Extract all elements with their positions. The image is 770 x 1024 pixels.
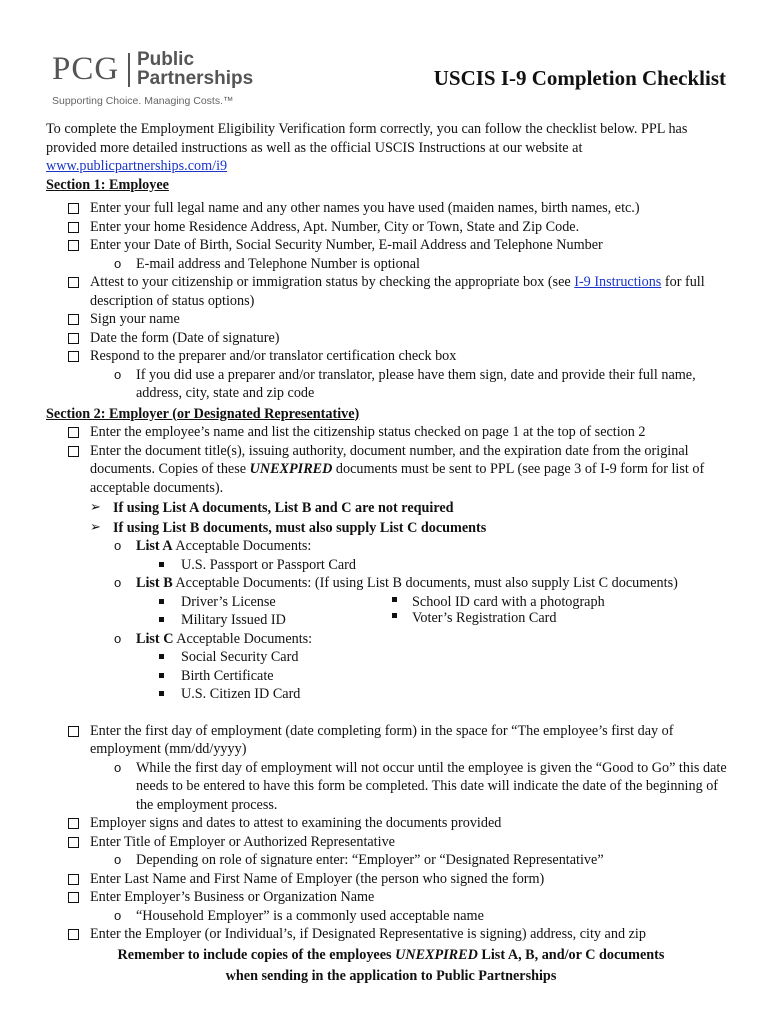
item-text: Enter the first day of employment (date completing form) in the space for “The employee’s first day of employment (mm/dd/yyyy) [90,722,674,757]
square-bullet-icon [159,654,164,659]
doc-name: Driver’s License [181,593,276,610]
arrow-text: If using List A documents, List B and C are not required [113,500,454,516]
item-text: Attest to your citizenship or immigration status by checking the appropriate box (see [90,274,575,290]
logo-pcg-text: PCG [52,51,120,87]
sub-item-text: Depending on role of signature enter: “Employer” or “Designated Representative” [136,852,604,868]
footer-text: Remember to include copies of the employees [117,946,396,963]
square-bullet-icon [159,617,164,622]
square-bullet-icon [159,599,164,604]
circle-bullet-icon: o [114,630,122,646]
arrow-item [46,519,736,538]
list-text: Acceptable Documents: [173,630,313,647]
list-a [46,537,736,556]
list-c-item [46,667,736,686]
list-a-item [46,556,736,575]
checklist-item[interactable] [46,273,736,310]
square-bullet-icon [392,613,397,618]
doc-name: U.S. Passport or Passport Card [181,556,356,573]
list-c [46,630,736,649]
checkbox-icon[interactable] [68,446,79,457]
list-label: List B [136,575,173,591]
item-text: documents must be sent to PPL (see page 3 of I-9 form for list of acceptable documents). [90,461,705,496]
checklist-item[interactable] [46,423,736,442]
checkbox-icon[interactable] [68,277,79,288]
circle-bullet-icon: o [114,255,122,271]
list-c-item [46,685,736,704]
list-b-item [46,593,276,612]
checklist-item[interactable] [46,199,736,218]
square-bullet-icon [159,562,164,567]
item-text: Enter Last Name and First Name of Employer (the person who signed the form) [90,870,545,887]
checklist-item[interactable] [46,310,736,329]
sub-item [46,366,736,403]
sub-item [46,759,736,815]
list-b-item [46,611,286,630]
square-bullet-icon [159,691,164,696]
arrow-bullet-icon: ➢ [90,519,101,535]
checkbox-icon[interactable] [68,333,79,344]
list-b [46,574,736,593]
sub-item [46,255,736,274]
checkbox-icon[interactable] [68,874,79,885]
item-text: Enter Employer’s Business or Organization Name [90,889,375,905]
checklist-item[interactable] [46,722,736,759]
checklist-item[interactable] [46,442,736,498]
checklist-item[interactable] [46,329,736,348]
item-text: for full description of status options) [90,274,705,309]
unexpired-emphasis: UNEXPIRED [249,461,333,477]
circle-bullet-icon: o [114,852,122,867]
doc-name: U.S. Citizen ID Card [181,686,301,702]
intro-paragraph [46,120,736,176]
page-title: USCIS I-9 Completion Checklist [433,66,726,90]
checklist-item[interactable] [46,218,736,237]
checkbox-icon[interactable] [68,892,79,903]
checkbox-icon[interactable] [68,240,79,251]
item-text: Date the form (Date of signature) [90,329,280,346]
doc-name: Social Security Card [181,649,299,665]
section1-heading: Section 1: Employee [46,176,169,193]
list-text: Acceptable Documents: (If using List B documents, must also supply List C documents) [172,575,678,591]
sub-item [46,907,736,926]
checklist-item[interactable] [46,236,736,255]
item-text: Enter the Employer (or Individual’s, if Designated Representative is signing) address, city and zip [90,926,646,942]
square-bullet-icon [159,673,164,678]
list-b-row [46,611,736,630]
circle-bullet-icon: o [114,366,122,382]
checklist-content [46,120,736,987]
company-logo [52,50,262,110]
checkbox-icon[interactable] [68,351,79,362]
checklist-item[interactable] [46,888,736,907]
doc-name: Military Issued ID [181,612,286,628]
checkbox-icon[interactable] [68,726,79,737]
checklist-item[interactable] [46,925,736,944]
intro-text: To complete the Employment Eligibility Verification form correctly, you can follow the checklist below. PPL has provided more detailed instructions as well as the official USCIS Instructions at our website at [46,121,688,156]
item-text: Enter the employee’s name and list the citizenship status checked on page 1 at the top of section 2 [90,424,646,440]
footer-line2: when sending in the application to Public Partnerships [225,967,557,984]
list-label: List C [136,630,174,647]
website-link[interactable]: www.publicpartnerships.com/i9 [46,158,228,174]
checklist-item[interactable] [46,814,736,833]
spacer [46,704,736,722]
sub-item [46,851,736,870]
list-label: List A [136,538,173,554]
logo-divider [128,53,130,87]
arrow-bullet-icon: ➢ [90,500,101,515]
list-text: Acceptable Documents: [172,538,312,554]
sub-item-text: While the first day of employment will not occur until the employee is given the “Good to Go” this date needs to be entered to have this form be completed. This date will indicate the date of the beginning of the employment process. [136,759,727,813]
circle-bullet-icon: o [114,575,122,590]
doc-name: School ID card with a photograph [412,593,605,610]
checkbox-icon[interactable] [68,929,79,940]
checklist-item[interactable] [46,833,736,852]
item-text: Employer signs and dates to attest to examining the documents provided [90,815,502,831]
item-text: Enter the document title(s), issuing authority, document number, and the expiration date from the original documents. Copies of these [90,442,689,477]
logo-line1: Public [137,49,195,70]
doc-name: Voter’s Registration Card [412,610,557,626]
checkbox-icon[interactable] [68,837,79,848]
footer-line1 [46,945,736,966]
circle-bullet-icon: o [114,538,122,553]
sub-item-text: E-mail address and Telephone Number is optional [136,255,420,272]
doc-name: Birth Certificate [181,667,274,684]
checklist-item[interactable] [46,347,736,366]
logo-tagline: Supporting Choice. Managing Costs.™ [52,95,234,107]
list-c-item [46,648,736,667]
item-text: Enter your home Residence Address, Apt. Number, City or Town, State and Zip Code. [90,218,580,235]
footer-emphasis: UNEXPIRED [395,946,478,963]
checkbox-icon[interactable] [68,314,79,325]
checkbox-icon[interactable] [68,427,79,438]
sub-item-text: “Household Employer” is a commonly used acceptable name [136,907,484,924]
item-text: Enter Title of Employer or Authorized Representative [90,833,395,850]
item-text: Enter your full legal name and any other names you have used (maiden names, birth names, etc.) [90,200,640,216]
i9-instructions-link[interactable]: I-9 Instructions [574,274,662,290]
sub-item-text: If you did use a preparer and/or translator, please have them sign, date and provide their full name, address, city, state and zip code [136,366,696,401]
checkbox-icon[interactable] [68,222,79,233]
item-text: Enter your Date of Birth, Social Security Number, E-mail Address and Telephone Number [90,237,603,253]
item-text: Respond to the preparer and/or translator certification check box [90,348,457,364]
logo-line2: Partnerships [137,68,254,89]
checkbox-icon[interactable] [68,818,79,829]
circle-bullet-icon: o [114,907,122,923]
checklist-item[interactable] [46,870,736,889]
footer-reminder [46,945,736,987]
list-b-item [390,609,557,628]
footer-text: List A, B, and/or C documents [477,946,665,963]
section2-heading: Section 2: Employer (or Designated Representative) [46,405,360,422]
arrow-item [46,499,736,518]
circle-bullet-icon: o [114,759,122,775]
square-bullet-icon [392,597,397,602]
arrow-text: If using List B documents, must also supply List C documents [113,519,487,536]
item-text: Sign your name [90,311,180,327]
checkbox-icon[interactable] [68,203,79,214]
